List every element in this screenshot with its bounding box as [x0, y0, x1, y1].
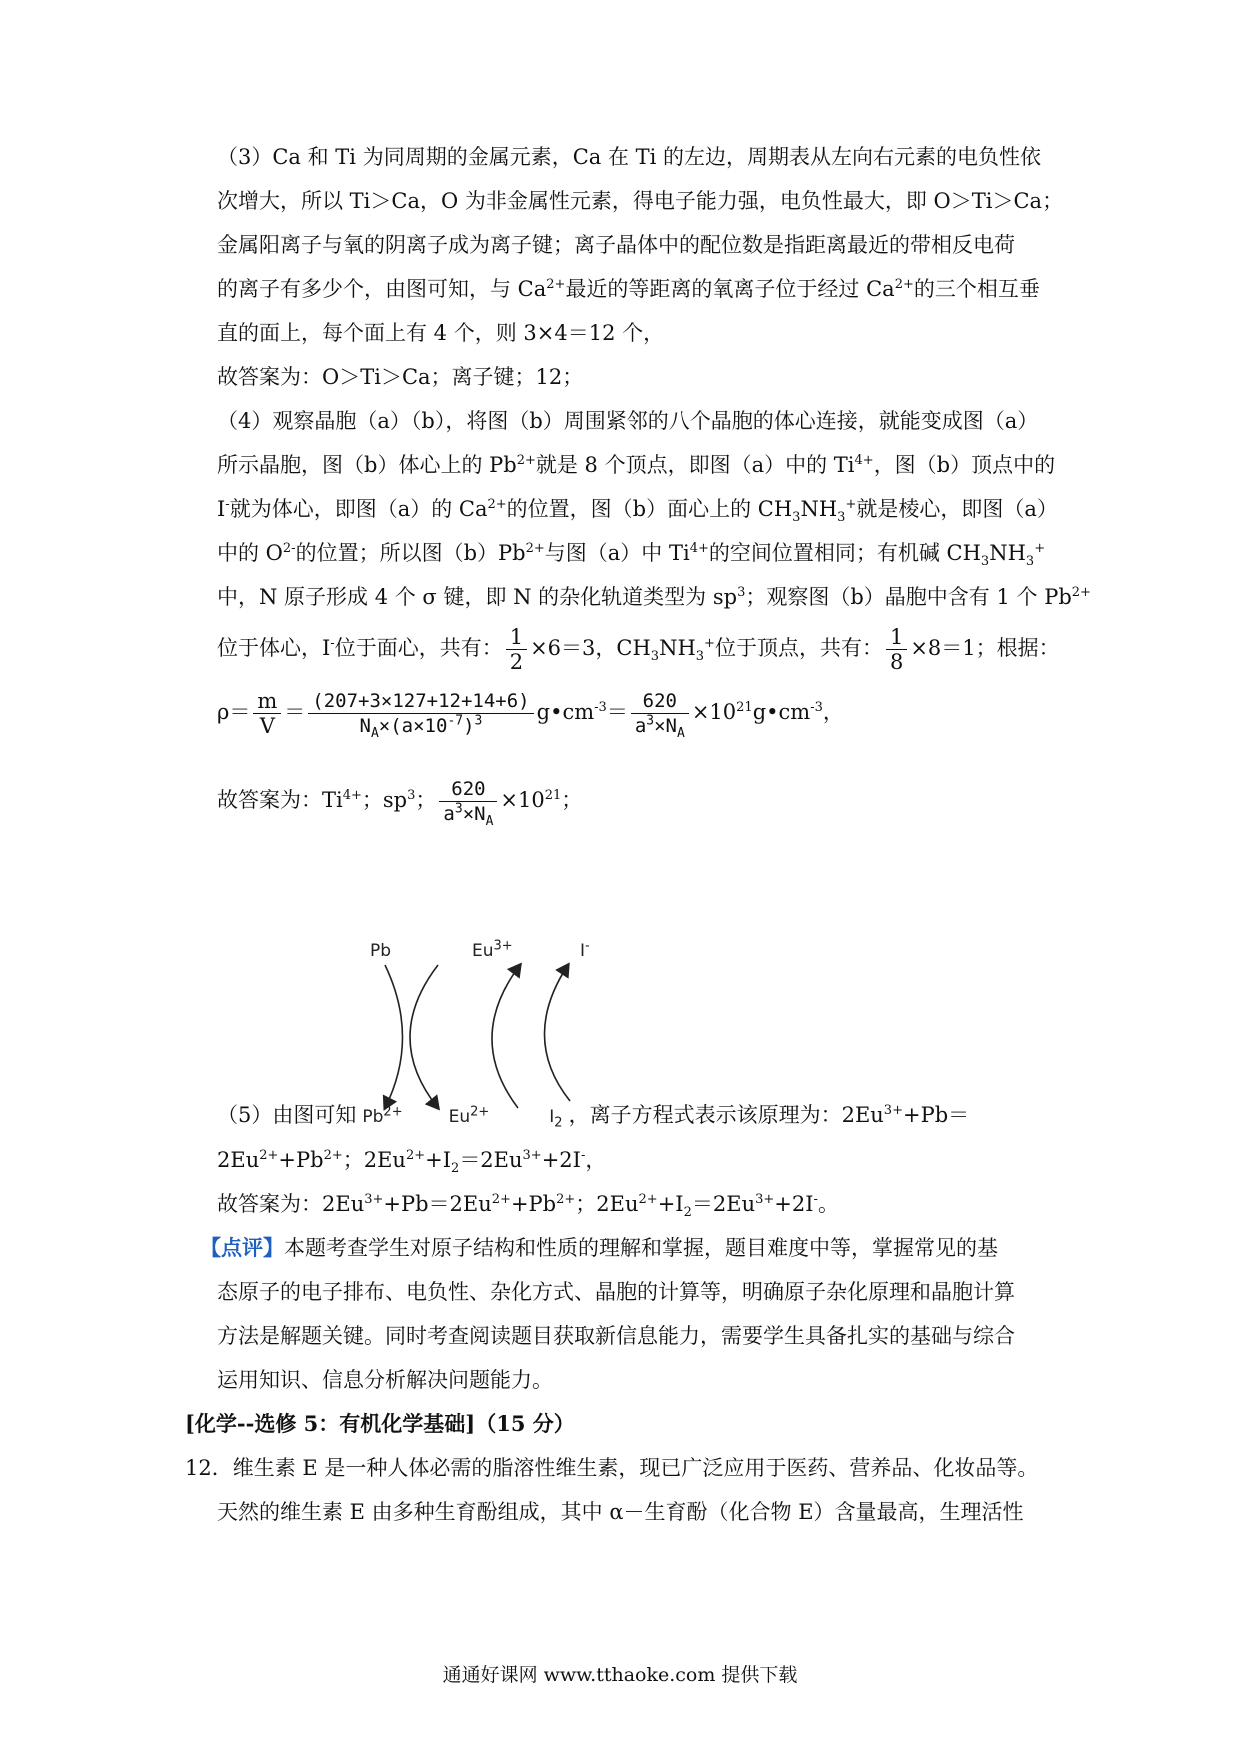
fraction-mass-over-volume: $\frac{(207+3\times 127+12+14+6)}{N_A\times(a\times 10^{-7})^3}$ [308, 689, 533, 738]
label-i-minus: I- [580, 938, 590, 961]
review-line-3: 方法是解题关键。同时考查阅读题目获取新信息能力，需要学生具备扎实的基础与综合 [217, 1324, 1015, 1348]
arrow-eu3-to-eu2 [410, 965, 438, 1108]
review-line-4: 运用知识、信息分析解决问题能力。 [217, 1368, 553, 1392]
page-footer: 通通好课网 www.tthaoke.com 提供下载 [442, 1664, 798, 1686]
p3-line-5: 直的面上，每个面上有 4 个，则 3×4＝12 个， [217, 321, 665, 345]
p4-line-5: 中，N 原子形成 4 个 σ 键，即 N 的杂化轨道类型为 $sp^3$；观察图（b）晶胞中含有 1 个 $Pb^{2+}$ [217, 585, 1091, 609]
section-title: [化学--选修 5：有机化学基础]（15 分） [185, 1411, 575, 1436]
label-eu2: $Eu^{2+}$ [448, 1104, 490, 1127]
density-formula: ρ＝ $\frac{m}{V}$ ＝ $\frac{(207+3\times 127+12+14+6)}{N_A\times(a\times 10^{-7})^3}$ $g•cm^{-3}=$ $\frac{620}{a^3\times N_A}$ $\times 10^{21}g•cm^{-3}$， [217, 689, 844, 741]
p3-line-3: 金属阳离子与氧的阴离子成为离子键；离子晶体中的配位数是指距离最近的带相反电荷 [217, 233, 1015, 257]
p4-answer: 故答案为：$Ti^{4+}$；$sp^3$； $\frac{620}{a^3\times N_A}$ $\times 10^{21}$； [217, 778, 583, 829]
label-eu3: $Eu^{3+}$ [472, 938, 513, 961]
arrow-eu2-to-eu3 [492, 965, 520, 1108]
label-pb2: $Pb^{2+}$ [362, 1104, 403, 1127]
fraction-one-half: $\frac{1}{2}$ [506, 625, 527, 674]
label-i2: $I_2$ [549, 1107, 563, 1131]
p5-answer: 故答案为：$2Eu^{3+}+Pb=2Eu^{2+}+Pb^{2+}$；$2Eu^{2+}+I_2=2Eu^{3+}+2I^-$。 [217, 1192, 839, 1221]
p4-line-4: 中的 $O^{2-}$的位置；所以图$(b)Pb^{2+}$与图（a）中 $Ti^{4+}$的空间位置相同；有机碱 $CH_3NH_3^+$ [217, 541, 1046, 570]
p4-line-3: I-就为体心，即图（a）的 $Ca^{2+}$的位置，图（b）面心上的 $CH_3NH_3^+$就是棱心，即图（a） [217, 497, 1058, 526]
p3-line-1: （3）Ca 和 Ti 为同周期的金属元素，Ca 在 Ti 的左边，周期表从左向右元素的电负性依 [217, 145, 1042, 169]
arrow-i2-to-i [544, 965, 570, 1101]
fraction-m-over-v: $\frac{m}{V}$ [253, 689, 281, 738]
q12-line-2: 天然的维生素 E 由多种生育酚组成，其中 α－生育酚（化合物 E）含量最高，生理活性 [217, 1500, 1024, 1524]
review-tag: 【点评】 [200, 1235, 284, 1260]
p4-line-1: （4）观察晶胞（a）（b），将图（b）周围紧邻的八个晶胞的体心连接，就能变成图（a） [217, 409, 1039, 433]
review-line-1: 【点评】本题考查学生对原子结构和性质的理解和掌握，题目难度中等，掌握常见的基 [200, 1235, 998, 1260]
p4-line-6: 位于体心，I-位于面心，共有： $\frac{1}{2}$ ×6＝3，$CH_3NH_3^+$位于顶点，共有： $\frac{1}{8}$ ×8＝1；根据： [217, 625, 1060, 674]
q12-line-1: 12．维生素 E 是一种人体必需的脂溶性维生素，现已广泛应用于医药、营养品、化妆品等。 [185, 1456, 1039, 1480]
fraction-620-over-a3na: $\frac{620}{a^3\times N_A}$ [631, 689, 689, 738]
p5-line-2: $2Eu^{2+}+Pb^{2+}$；$2Eu^{2+}+I_2=2Eu^{3+}+2I^-$， [217, 1148, 607, 1177]
arrow-pb-to-pb2 [385, 965, 403, 1108]
review-line-2: 态原子的电子排布、电负性、杂化方式、晶胞的计算等，明确原子杂化原理和晶胞计算 [217, 1280, 1015, 1304]
label-pb: Pb [370, 941, 392, 961]
fraction-one-eighth: $\frac{1}{8}$ [886, 625, 907, 674]
p3-line-2: 次增大，所以 Ti＞Ca，O 为非金属性元素，得电子能力强，电负性最大，即 O＞Ti＞Ca； [217, 189, 1064, 213]
fraction-answer: $\frac{620}{a^3\times N_A}$ [439, 777, 497, 826]
p5-line-1: （5）由图可知 $Pb^{2+}$ $Eu^{2+}$ $I_2$ ，离子方程式表示该原理为：$2Eu^{3+}+Pb=$ [217, 1103, 970, 1131]
p3-answer: 故答案为：O＞Ti＞Ca；离子键；12； [217, 365, 584, 389]
p3-line-4: 的离子有多少个，由图可知，与 $Ca^{2+}$最近的等距离的氧离子位于经过 $Ca^{2+}$的三个相互垂 [217, 277, 1040, 301]
p4-line-2: 所示晶胞，图（b）体心上的 $Pb^{2+}$就是 8 个顶点，即图（a）中的 $Ti^{4+}$，图（b）顶点中的 [217, 453, 1056, 477]
